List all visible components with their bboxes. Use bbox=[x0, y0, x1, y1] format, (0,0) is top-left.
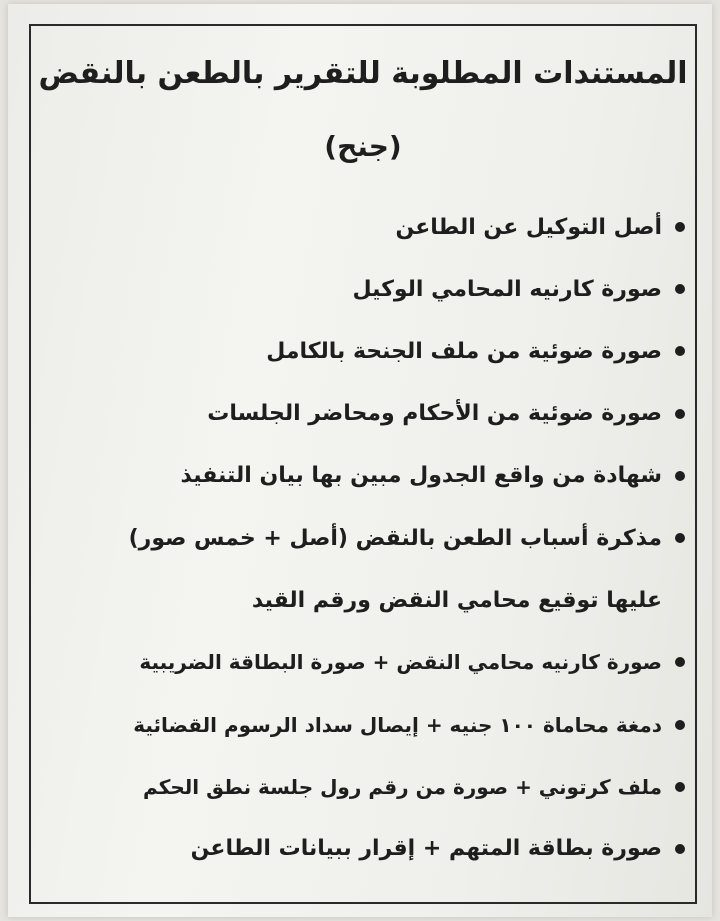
list-item bbox=[45, 383, 685, 445]
bullet-icon bbox=[675, 284, 685, 294]
list-item bbox=[45, 445, 685, 507]
bullet-icon bbox=[675, 409, 685, 419]
document-title: المستندات المطلوبة للتقرير بالطعن بالنقض bbox=[38, 56, 688, 91]
list-item-text: صورة ضوئية من ملف الجنحة بالكامل bbox=[266, 338, 662, 364]
list-item-text: مذكرة أسباب الطعن بالنقض (أصل + خمس صور) bbox=[128, 525, 662, 551]
list-item bbox=[45, 631, 685, 693]
list-item bbox=[45, 507, 685, 569]
list-item-text: شهادة من واقع الجدول مبين بها بيان التنفيذ bbox=[180, 463, 662, 489]
paper-sheet bbox=[8, 4, 712, 917]
list-item-text: عليها توقيع محامي النقض ورقم القيد bbox=[251, 587, 662, 613]
bullet-icon bbox=[675, 222, 685, 232]
list-item bbox=[45, 694, 685, 756]
list-item-text: أصل التوكيل عن الطاعن bbox=[395, 214, 662, 240]
requirements-list bbox=[45, 196, 685, 880]
bullet-icon bbox=[675, 720, 685, 730]
bullet-icon bbox=[675, 657, 685, 667]
list-item-text: صورة كارنيه المحامي الوكيل bbox=[352, 276, 662, 302]
document-frame bbox=[29, 24, 697, 904]
list-item bbox=[45, 196, 685, 258]
list-item-continuation bbox=[45, 569, 685, 631]
list-item bbox=[45, 818, 685, 880]
list-item bbox=[45, 258, 685, 320]
list-item bbox=[45, 756, 685, 818]
list-item bbox=[45, 320, 685, 382]
list-item-text: صورة ضوئية من الأحكام ومحاضر الجلسات bbox=[207, 401, 662, 427]
bullet-icon bbox=[675, 346, 685, 356]
list-item-text: صورة بطاقة المتهم + إقرار ببيانات الطاعن bbox=[190, 836, 662, 862]
bullet-icon bbox=[675, 471, 685, 481]
list-item-text: دمغة محاماة ١٠٠ جنيه + إيصال سداد الرسوم القضائية bbox=[133, 712, 662, 737]
bullet-icon bbox=[675, 844, 685, 854]
document-subtitle: (جنح) bbox=[324, 130, 402, 163]
bullet-icon bbox=[675, 782, 685, 792]
list-item-text: صورة كارنيه محامي النقض + صورة البطاقة الضريبية bbox=[139, 650, 662, 675]
list-item-text: ملف كرتوني + صورة من رقم رول جلسة نطق الحكم bbox=[143, 774, 662, 799]
bullet-icon bbox=[675, 533, 685, 543]
